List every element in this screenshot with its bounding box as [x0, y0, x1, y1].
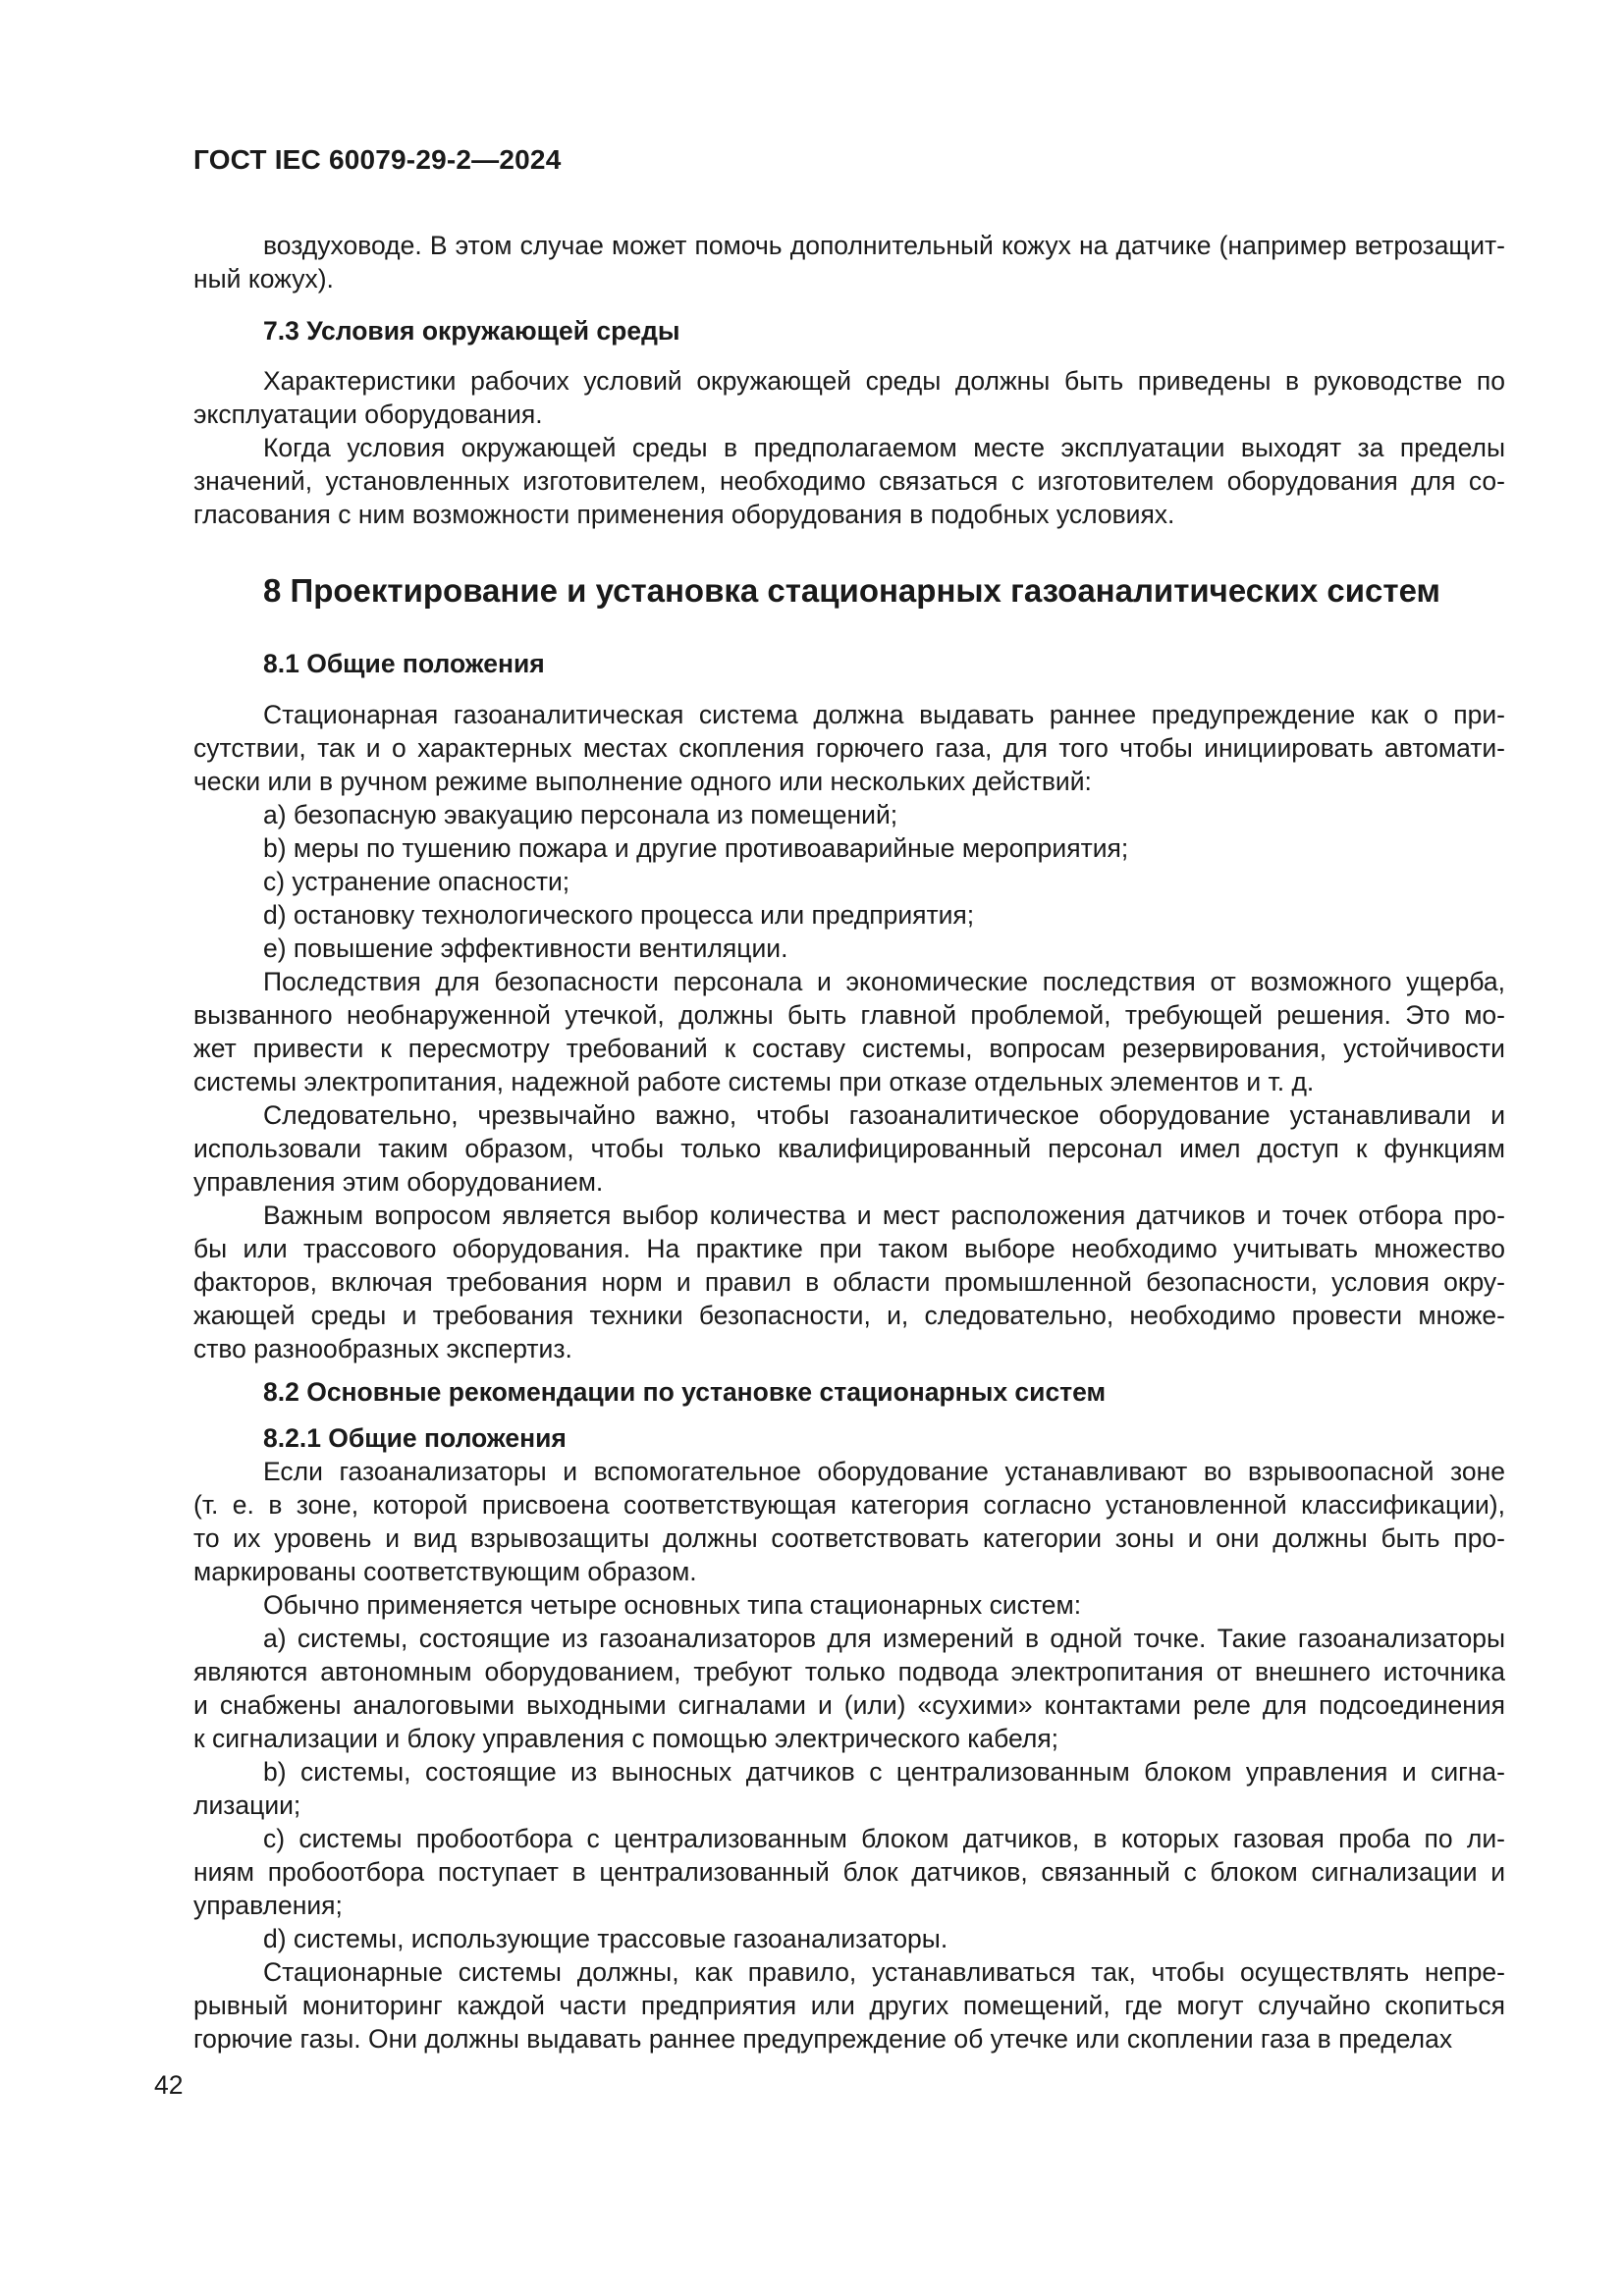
list-item-type-d [193, 1922, 1505, 1955]
list-item-type-b [193, 1755, 1505, 1822]
text-line: чески или в ручном режиме выполнение одного или нескольких действий: [193, 767, 1092, 796]
text-line: ство разнообразных экспертиз. [193, 1334, 572, 1363]
text-line: Стационарные системы должны, как правило, устанавливаться так, чтобы осуществлять непре- [263, 1957, 1505, 1987]
para-sensor-placement [193, 1199, 1505, 1365]
text-line: являются автономным оборудованием, требуют только подвода электропитания от внешнего источника [193, 1657, 1505, 1686]
list-item-action-a [193, 798, 1505, 831]
para-ex-zone [193, 1455, 1505, 1588]
text-line: (т. е. в зоне, которой присвоена соответствующая категория согласно установленной классификации), [193, 1490, 1505, 1520]
text-line: ниям пробоотбора поступает в централизованный блок датчиков, связанный с блоком сигнализации и [193, 1857, 1505, 1887]
text-line: a) системы, состоящие из газоанализаторов для измерений в одной точке. Такие газоанализаторы [263, 1624, 1505, 1653]
list-item-action-d [193, 898, 1505, 932]
text-line: маркированы соответствующим образом. [193, 1557, 697, 1586]
text-line: d) остановку технологического процесса или предприятия; [263, 900, 975, 930]
text-line: гласования с ним возможности применения оборудования в подобных условиях. [193, 500, 1175, 529]
para-wind-shield [193, 229, 1505, 295]
text-line: Последствия для безопасности персонала и экономические последствия от возможного ущерба, [263, 967, 1505, 996]
text-line: сутствии, так и о характерных местах скопления горючего газа, для того чтобы инициировать автомати- [193, 733, 1505, 763]
text-line: жет привести к пересмотру требований к составу системы, вопросам резервирования, устойчивости [193, 1034, 1505, 1063]
text-line: Обычно применяется четыре основных типа стационарных систем: [263, 1590, 1082, 1620]
text-line: Когда условия окружающей среды в предполагаемом месте эксплуатации выходят за пределы [263, 433, 1505, 462]
para-continuous-monitoring [193, 1955, 1505, 2056]
text-line: ный кожух). [193, 264, 334, 294]
text-line: лизации; [193, 1790, 301, 1820]
para-system-purpose [193, 698, 1505, 798]
text-line: использовали таким образом, чтобы только квалифицированный персонал имел доступ к функциям [193, 1134, 1505, 1163]
text-line: жающей среды и требования техники безопасности, и, следовательно, необходимо провести множе- [193, 1301, 1505, 1330]
heading-8-2-1: 8.2.1 Общие положения [263, 1423, 567, 1453]
list-item-type-c [193, 1822, 1505, 1922]
page-number: 42 [154, 2070, 184, 2100]
text-line: c) системы пробоотбора с централизованным блоком датчиков, в которых газовая проба по ли- [263, 1824, 1505, 1853]
para-env-limits [193, 431, 1505, 531]
text-line: то их уровень и вид взрывозащиты должны соответствовать категории зоны и они должны быть про- [193, 1523, 1505, 1553]
text-line: управления; [193, 1891, 343, 1920]
text-line: Если газоанализаторы и вспомогательное оборудование устанавливают во взрывоопасной зоне [263, 1457, 1505, 1486]
list-item-type-a [193, 1622, 1505, 1755]
text-line: b) системы, состоящие из выносных датчиков с централизованным блоком управления и сигна- [263, 1757, 1505, 1787]
text-line: Характеристики рабочих условий окружающей среды должны быть приведены в руководстве по [263, 366, 1505, 396]
text-line: Важным вопросом является выбор количества и мест расположения датчиков и точек отбора про- [263, 1201, 1505, 1230]
page-content [193, 143, 1505, 2056]
text-line: горючие газы. Они должны выдавать раннее предупреждение об утечке или скоплении газа в пределах [193, 2024, 1453, 2054]
text-line: Стационарная газоаналитическая система должна выдавать раннее предупреждение как о при- [263, 700, 1505, 729]
text-line: бы или трассового оборудования. На практике при таком выборе необходимо учитывать множество [193, 1234, 1505, 1263]
text-line: и снабжены аналоговыми выходными сигналами и (или) «сухими» контактами реле для подсоединения [193, 1690, 1505, 1720]
text-line: d) системы, использующие трассовые газоанализаторы. [263, 1924, 948, 1953]
text-line: b) меры по тушению пожара и другие противоаварийные мероприятия; [263, 833, 1129, 863]
heading-8-2: 8.2 Основные рекомендации по установке стационарных систем [263, 1377, 1107, 1407]
text-line: вызванного необнаруженной утечкой, должны быть главной проблемой, требующей решения. Это мо- [193, 1000, 1505, 1030]
heading-8: 8 Проектирование и установка стационарных газоаналитических систем [263, 572, 1440, 609]
text-line: c) устранение опасности; [263, 867, 570, 896]
list-item-action-c [193, 865, 1505, 898]
list-item-action-b [193, 831, 1505, 865]
doc-number-header: ГОСТ IEC 60079-29-2—2024 [193, 144, 562, 175]
heading-8-1: 8.1 Общие положения [263, 649, 545, 678]
text-line: a) безопасную эвакуацию персонала из помещений; [263, 800, 898, 829]
list-item-action-e [193, 932, 1505, 965]
text-line: Следовательно, чрезвычайно важно, чтобы газоаналитическое оборудование устанавливали и [263, 1100, 1505, 1130]
text-line: значений, установленных изготовителем, необходимо связаться с изготовителем оборудования для со- [193, 466, 1505, 496]
text-line: эксплуатации оборудования. [193, 400, 543, 429]
text-line: рывный мониторинг каждой части предприятия или других помещений, где могут случайно скопиться [193, 1991, 1505, 2020]
text-line: факторов, включая требования норм и правил в области промышленной безопасности, условия окру- [193, 1267, 1505, 1297]
text-line: воздуховоде. В этом случае может помочь дополнительный кожух на датчике (например ветрозащит- [263, 231, 1505, 260]
text-line: управления этим оборудованием. [193, 1167, 604, 1197]
text-line: e) повышение эффективности вентиляции. [263, 934, 788, 963]
text-line: системы электропитания, надежной работе системы при отказе отдельных элементов и т. д. [193, 1067, 1315, 1096]
para-therefore [193, 1098, 1505, 1199]
para-env-manual [193, 364, 1505, 431]
heading-7-3: 7.3 Условия окружающей среды [263, 316, 680, 346]
para-four-types [193, 1588, 1505, 1622]
para-consequences [193, 965, 1505, 1098]
text-line: к сигнализации и блоку управления с помощью электрического кабеля; [193, 1724, 1059, 1753]
